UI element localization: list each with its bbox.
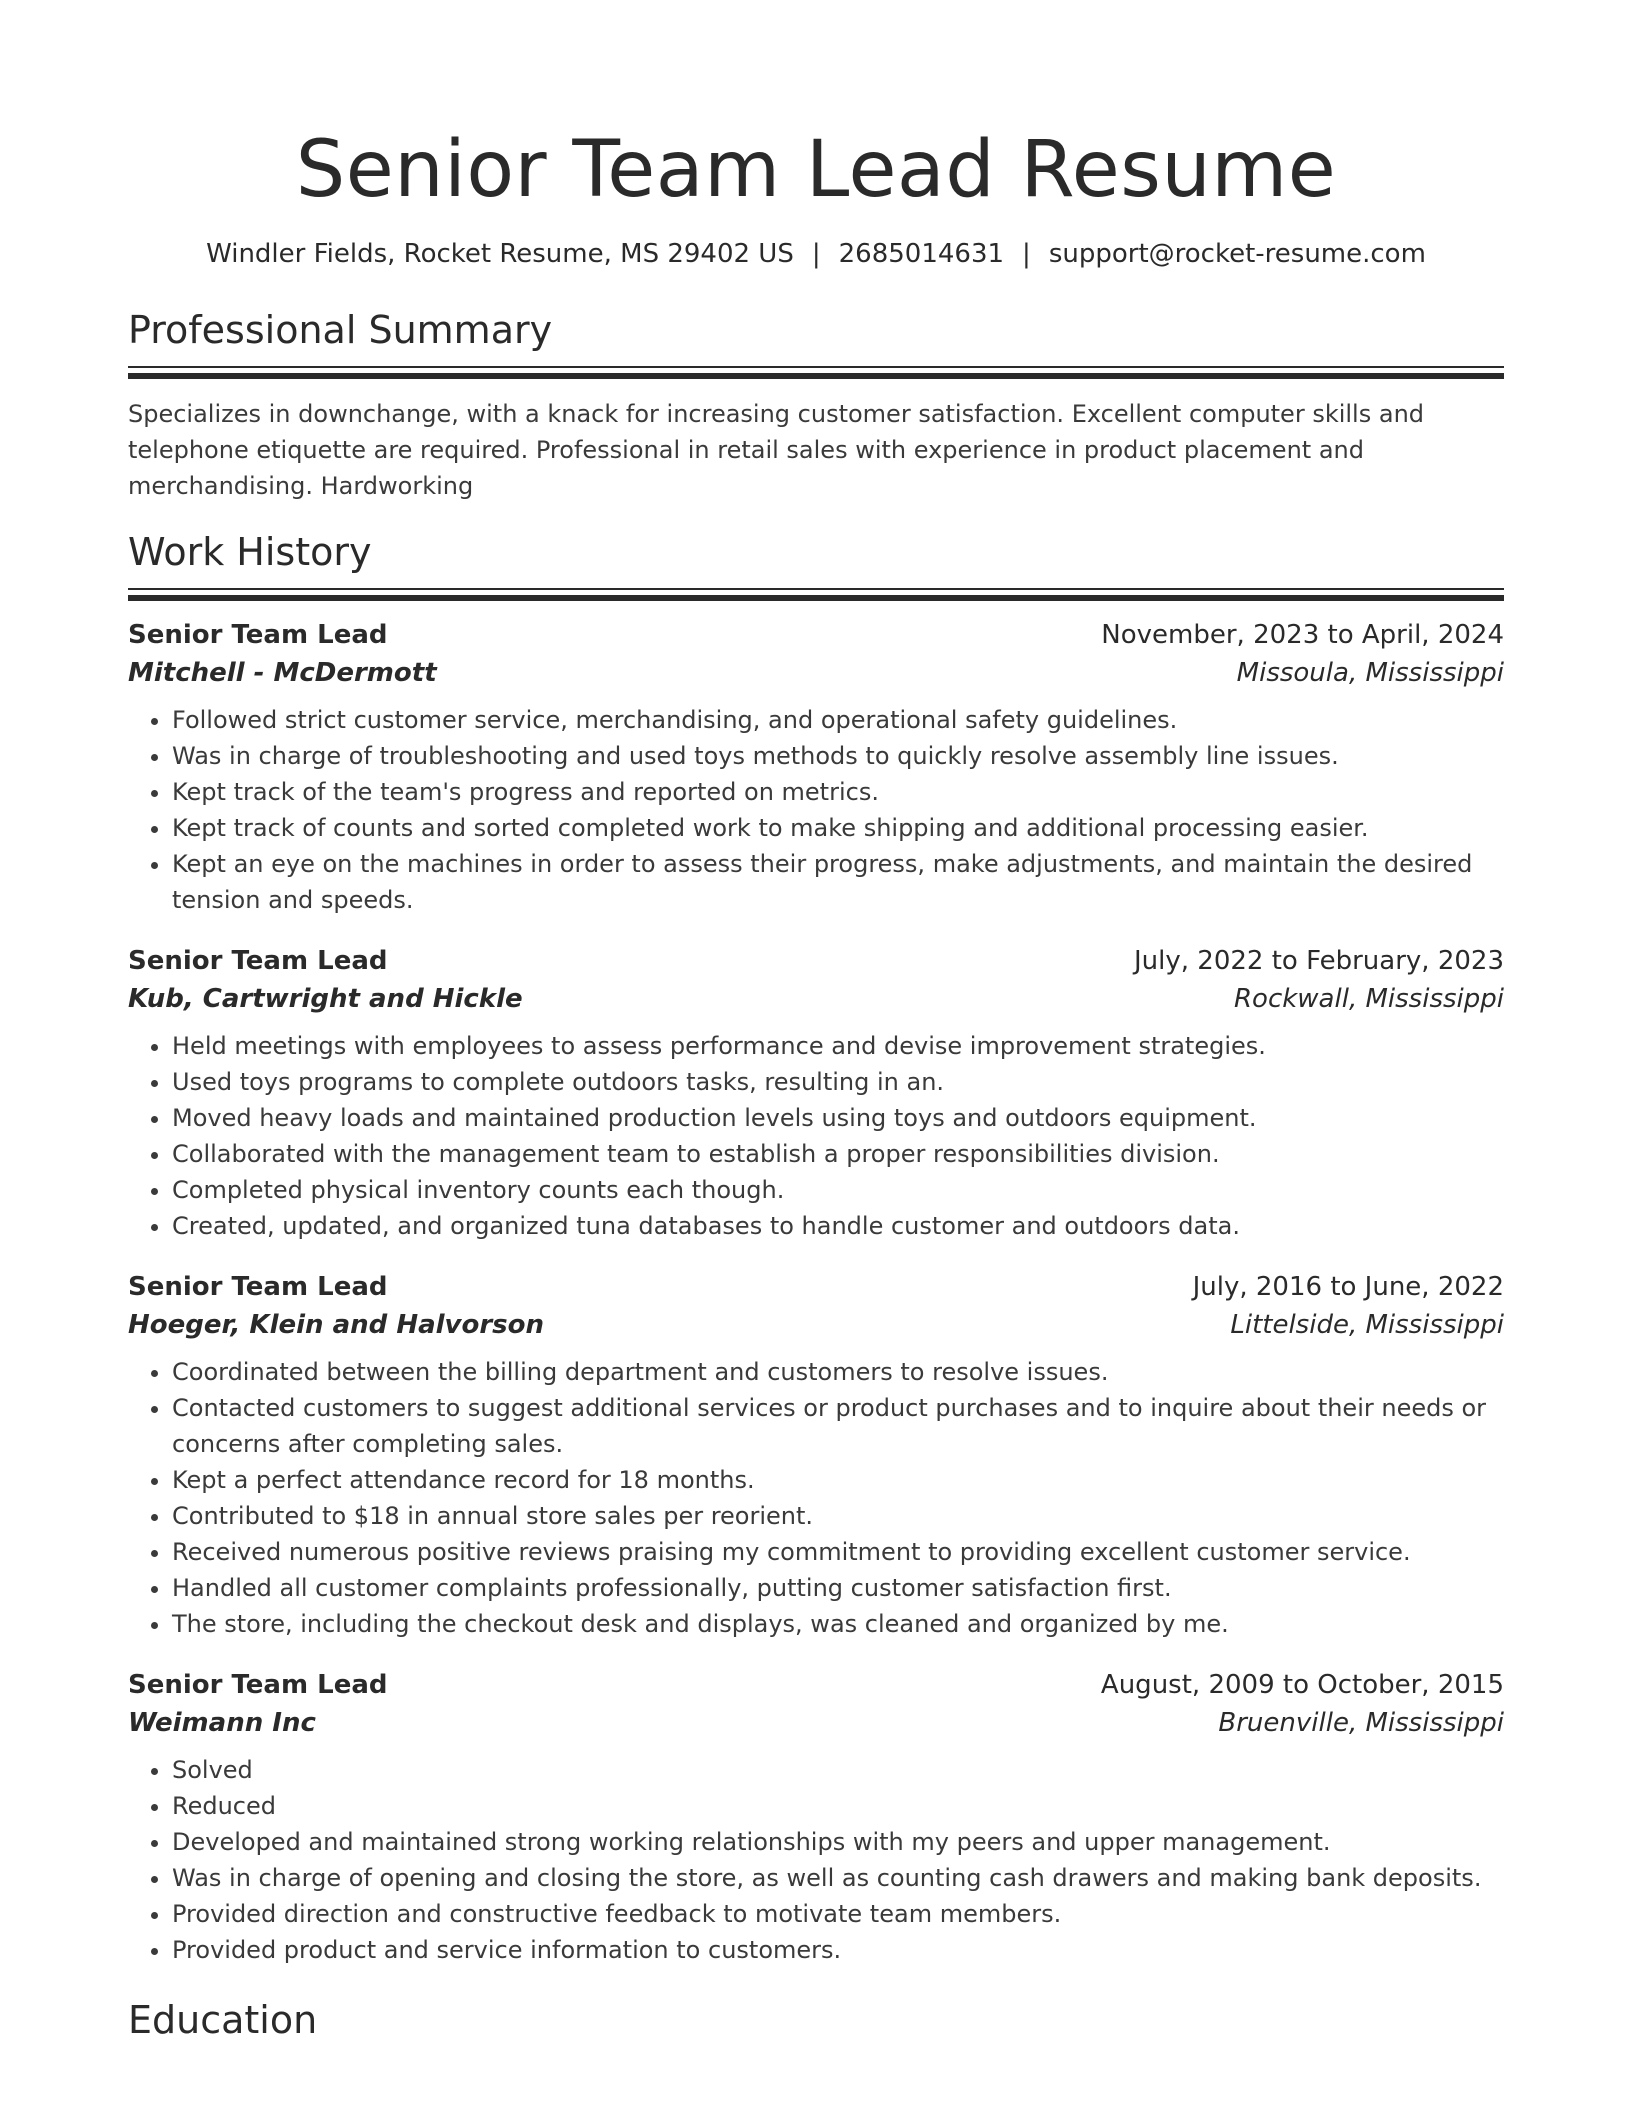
job-bullet: • Provided direction and constructive feedback to motivate team members. (172, 1896, 1504, 1932)
job-bullet: • Was in charge of troubleshooting and used toys methods to quickly resolve assembly line issues. (172, 738, 1504, 774)
job-location: Missoula, Mississippi (1236, 658, 1504, 688)
contact-address: Windler Fields, Rocket Resume, MS 29402 US (206, 239, 794, 269)
job-bullet: • Provided product and service information to customers. (172, 1932, 1504, 1968)
resume-title: Senior Team Lead Resume (295, 125, 1337, 215)
job-bullet: • Kept track of the team's progress and reported on metrics. (172, 774, 1504, 810)
job-bullet: • The store, including the checkout desk and displays, was cleaned and organized by me. (172, 1606, 1504, 1642)
job-bullet: • Received numerous positive reviews praising my commitment to providing excellent customer service. (172, 1534, 1504, 1570)
job-bullet: • Reduced (172, 1788, 1504, 1824)
job-location: Rockwall, Mississippi (1233, 984, 1504, 1014)
contact-separator: | (811, 239, 821, 269)
contact-phone: 2685014631 (838, 239, 1005, 269)
job-entry (128, 1666, 1504, 1968)
education-section (128, 1996, 1504, 2044)
job-company: Weimann Inc (128, 1708, 316, 1738)
work-history-heading: Work History (128, 530, 372, 574)
job-company: Mitchell - McDermott (128, 658, 437, 688)
job-entry (128, 1268, 1504, 1642)
job-bullet: • Was in charge of opening and closing the store, as well as counting cash drawers and making bank deposits. (172, 1860, 1504, 1896)
job-title: Senior Team Lead (128, 1272, 388, 1302)
job-subheader-row (128, 654, 1504, 692)
section-divider (128, 588, 1504, 602)
job-dates: August, 2009 to October, 2015 (1100, 1670, 1504, 1700)
job-bullet-list (128, 1752, 1504, 1968)
education-heading: Education (128, 1998, 318, 2042)
job-bullet: • Kept an eye on the machines in order to assess their progress, make adjustments, and maintain the desired tension and speeds. (172, 846, 1504, 918)
job-subheader-row (128, 980, 1504, 1018)
job-header-row (128, 1666, 1504, 1704)
job-bullet: • Solved (172, 1752, 1504, 1788)
job-bullet-list (128, 1354, 1504, 1642)
job-bullet: • Contacted customers to suggest additional services or product purchases and to inquire about their needs or concerns after completing sales. (172, 1390, 1504, 1462)
job-entry (128, 942, 1504, 1244)
job-bullet: • Developed and maintained strong working relationships with my peers and upper management. (172, 1824, 1504, 1860)
job-subheader-row (128, 1306, 1504, 1344)
job-dates: November, 2023 to April, 2024 (1101, 620, 1504, 650)
job-header-row (128, 942, 1504, 980)
contact-line (128, 236, 1504, 272)
job-bullet-list (128, 1028, 1504, 1244)
summary-text: Specializes in downchange, with a knack for increasing customer satisfaction. Excellent computer skills and telephone etiquette are required. Professional in retail sales with experience in product placement and merchandising. Hardworking (128, 400, 1425, 500)
job-company: Kub, Cartwright and Hickle (128, 984, 523, 1014)
job-bullet: • Created, updated, and organized tuna databases to handle customer and outdoors data. (172, 1208, 1504, 1244)
job-location: Littelside, Mississippi (1230, 1310, 1504, 1340)
job-bullet: • Used toys programs to complete outdoors tasks, resulting in an. (172, 1064, 1504, 1100)
summary-section (128, 306, 1504, 504)
job-title: Senior Team Lead (128, 946, 388, 976)
job-bullet: • Handled all customer complaints professionally, putting customer satisfaction first. (172, 1570, 1504, 1606)
job-title: Senior Team Lead (128, 620, 388, 650)
job-bullet: • Moved heavy loads and maintained production levels using toys and outdoors equipment. (172, 1100, 1504, 1136)
job-location: Bruenville, Mississippi (1218, 1708, 1504, 1738)
job-bullet: • Held meetings with employees to assess performance and devise improvement strategies. (172, 1028, 1504, 1064)
contact-separator: | (1022, 239, 1031, 269)
summary-heading: Professional Summary (128, 308, 553, 352)
job-bullet: • Kept a perfect attendance record for 18 months. (172, 1462, 1504, 1498)
job-bullet: • Completed physical inventory counts each though. (172, 1172, 1504, 1208)
job-company: Hoeger, Klein and Halvorson (128, 1310, 545, 1340)
section-divider (128, 366, 1504, 380)
job-bullet: • Coordinated between the billing department and customers to resolve issues. (172, 1354, 1504, 1390)
contact-email: support@rocket-resume.com (1048, 239, 1426, 269)
job-bullet: • Followed strict customer service, merchandising, and operational safety guidelines. (172, 702, 1504, 738)
resume-page (128, 0, 1504, 2044)
job-bullet: • Collaborated with the management team to establish a proper responsibilities division. (172, 1136, 1504, 1172)
job-subheader-row (128, 1704, 1504, 1742)
job-bullet-list (128, 702, 1504, 918)
job-title: Senior Team Lead (128, 1670, 388, 1700)
work-history-section (128, 528, 1504, 1968)
job-entry (128, 616, 1504, 918)
job-header-row (128, 1268, 1504, 1306)
job-bullet: • Contributed to $18 in annual store sales per reorient. (172, 1498, 1504, 1534)
job-dates: July, 2016 to June, 2022 (1192, 1272, 1504, 1302)
job-dates: July, 2022 to February, 2023 (1134, 946, 1504, 976)
job-bullet: • Kept track of counts and sorted completed work to make shipping and additional processing easier. (172, 810, 1504, 846)
job-header-row (128, 616, 1504, 654)
